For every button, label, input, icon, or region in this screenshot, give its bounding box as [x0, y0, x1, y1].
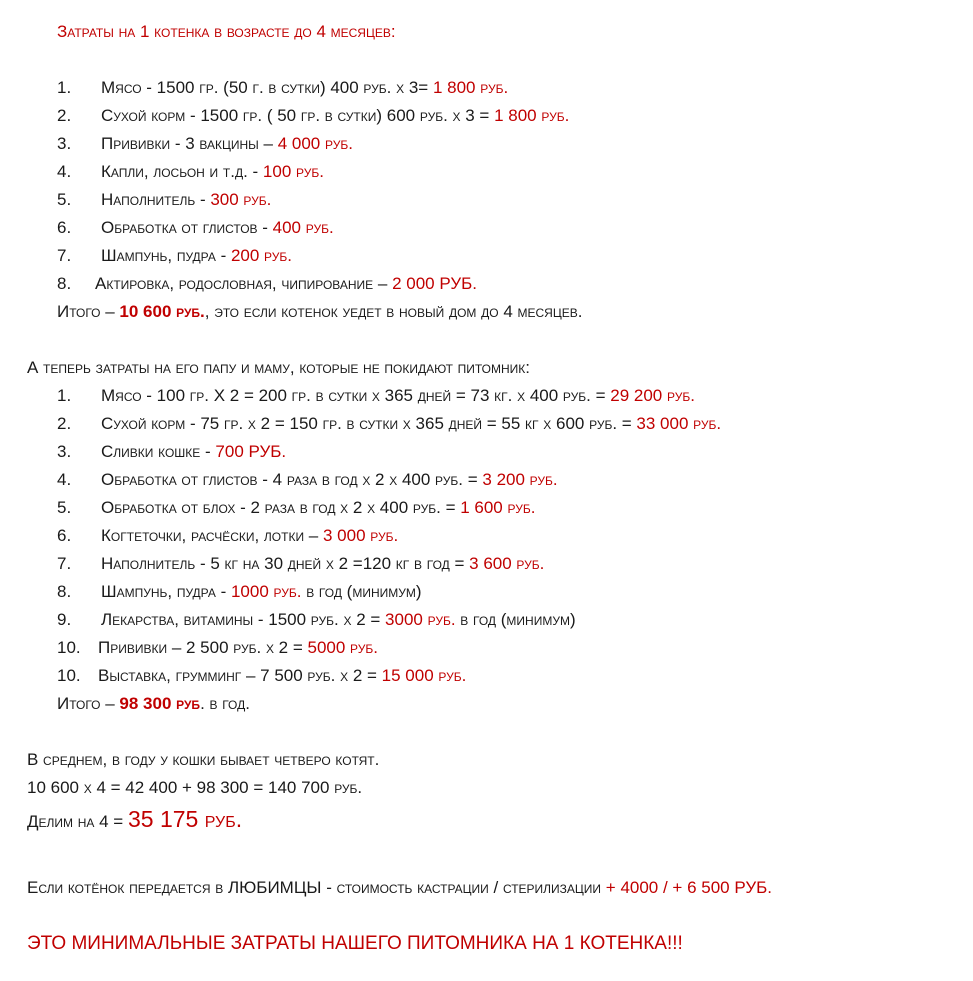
total-value: 98 300 руб: [119, 694, 201, 713]
item-cost: 1 600 руб.: [460, 498, 536, 517]
item-text: Обработка от глистов -: [101, 218, 273, 237]
closing-banner: ЭТО МИНИМАЛЬНЫЕ ЗАТРАТЫ НАШЕГО ПИТОМНИКА НА 1 КОТЕНКА!!!: [27, 933, 683, 954]
result-prefix: Делим на 4 =: [27, 812, 128, 831]
kitten-total: [57, 301, 582, 323]
item-cost: 400 руб.: [272, 218, 334, 237]
kitten-item: [57, 161, 324, 183]
total-suffix: , это если котенок уедет в новый дом до 4 месяцев.: [204, 302, 583, 321]
parents-item: [57, 469, 558, 491]
item-after: в год (минимум): [301, 582, 422, 601]
parents-item: [57, 413, 721, 435]
item-text: Сухой корм - 75 гр. х 2 = 150 гр. в сутки х 365 дней = 55 кг х 600 руб. =: [101, 414, 637, 433]
total-prefix: Итого –: [57, 694, 120, 713]
item-number: 6.: [57, 218, 72, 237]
item-text: Актировка, родословная, чипирование –: [95, 274, 393, 293]
item-number: 1.: [57, 78, 72, 97]
item-text: Шампунь, пудра -: [101, 246, 231, 265]
item-text: Сливки кошке -: [101, 442, 216, 461]
parents-item: [57, 553, 544, 575]
item-cost: 4 000 руб.: [277, 134, 353, 153]
item-text: Шампунь, пудра -: [101, 582, 231, 601]
item-text: Прививки - 3 вакцины –: [101, 134, 278, 153]
item-number: 7.: [57, 246, 72, 265]
item-cost: 1 800 руб.: [432, 78, 509, 97]
item-cost: 200 руб.: [230, 246, 293, 265]
item-text: Выставка, грумминг – 7 500 руб. х 2 =: [98, 666, 382, 685]
parents-item: [57, 441, 286, 463]
kitten-item: [57, 105, 569, 127]
item-text: Капли, лосьон и т.д. -: [101, 162, 263, 181]
kitten-heading: Затраты на 1 котенка в возрасте до 4 месяцев:: [57, 22, 396, 41]
parents-item: [57, 525, 398, 547]
item-cost: 700 РУБ.: [215, 442, 287, 461]
kitten-item: [57, 245, 292, 267]
item-number: 5.: [57, 498, 72, 517]
parents-heading: А теперь затраты на его папу и маму, которые не покидают питомник:: [27, 358, 531, 377]
parents-item: [57, 581, 422, 603]
castration-prefix: Если котёнок передается в: [27, 878, 228, 897]
item-cost: 3000 руб.: [385, 610, 456, 629]
item-text: Прививки – 2 500 руб. х 2 =: [98, 638, 308, 657]
item-cost: 1 800 руб.: [494, 106, 570, 125]
item-text: Мясо - 1500 гр. (50 г. в сутки) 400 руб. х 3=: [101, 78, 433, 97]
item-number: 3.: [57, 442, 72, 461]
item-cost: 33 000 руб.: [636, 414, 722, 433]
total-prefix: Итого –: [57, 302, 120, 321]
parents-item: [57, 609, 576, 631]
item-number: 8.: [57, 274, 72, 293]
item-cost: 15 000 руб.: [381, 666, 467, 685]
item-after: в год (минимум): [455, 610, 576, 629]
parents-item: [57, 497, 535, 519]
item-cost: 29 200 руб.: [610, 386, 695, 405]
parents-item: [57, 665, 466, 687]
item-number: 9.: [57, 610, 72, 629]
item-number: 3.: [57, 134, 72, 153]
item-cost: 3 200 руб.: [482, 470, 558, 489]
item-cost: 3 000 руб.: [323, 526, 399, 545]
total-value: 10 600 руб.: [119, 302, 205, 321]
item-cost: 100 руб.: [262, 162, 324, 181]
castration-value: + 4000 / + 6 500 РУБ.: [605, 878, 772, 897]
item-cost: 1000 руб.: [230, 582, 302, 601]
item-number: 2.: [57, 414, 72, 433]
item-cost: 2 000 РУБ.: [392, 274, 478, 293]
kitten-item: [57, 133, 353, 155]
item-number: 2.: [57, 106, 72, 125]
item-cost: 300 руб.: [210, 190, 272, 209]
castration-middle: - стоимость кастрации / стерилизации: [321, 878, 606, 897]
item-number: 8.: [57, 582, 72, 601]
item-cost: 5000 руб.: [307, 638, 379, 657]
parents-total: [57, 693, 250, 715]
item-number: 6.: [57, 526, 72, 545]
kitten-item: [57, 273, 477, 295]
item-cost: 3 600 руб.: [469, 554, 545, 573]
item-text: Наполнитель -: [101, 190, 211, 209]
castration-keyword: ЛЮБИМЦЫ: [227, 878, 322, 897]
item-text: Лекарства, витамины - 1500 руб. х 2 =: [101, 610, 386, 629]
item-text: Обработка от глистов - 4 раза в год х 2 х 400 руб. =: [101, 470, 483, 489]
item-number: 4.: [57, 470, 72, 489]
item-text: Наполнитель - 5 кг на 30 дней х 2 =120 кг в год =: [101, 554, 470, 573]
item-number: 4.: [57, 162, 72, 181]
item-text: Сухой корм - 1500 гр. ( 50 гр. в сутки) 600 руб. х 3 =: [101, 106, 495, 125]
item-number: 1.: [57, 386, 72, 405]
item-text: Мясо - 100 гр. Х 2 = 200 гр. в сутки х 365 дней = 73 кг. х 400 руб. =: [101, 386, 611, 405]
summary-calculation: 10 600 х 4 = 42 400 + 98 300 = 140 700 руб.: [27, 778, 363, 797]
parents-item: [57, 385, 695, 407]
result-value: 35 175 руб.: [127, 806, 243, 832]
total-suffix: . в год.: [200, 694, 250, 713]
castration-note: [27, 877, 772, 899]
parents-item: [57, 637, 378, 659]
item-number: 10.: [57, 666, 81, 685]
kitten-item: [57, 77, 508, 99]
summary-line: В среднем, в году у кошки бывает четверо котят.: [27, 750, 380, 769]
summary-result: [27, 808, 242, 833]
item-text: Обработка от блох - 2 раза в год х 2 х 400 руб. =: [101, 498, 461, 517]
item-number: 10.: [57, 638, 81, 657]
kitten-item: [57, 189, 271, 211]
item-text: Когтеточки, расчёски, лотки –: [101, 526, 323, 545]
item-number: 7.: [57, 554, 72, 573]
kitten-item: [57, 217, 334, 239]
item-number: 5.: [57, 190, 72, 209]
